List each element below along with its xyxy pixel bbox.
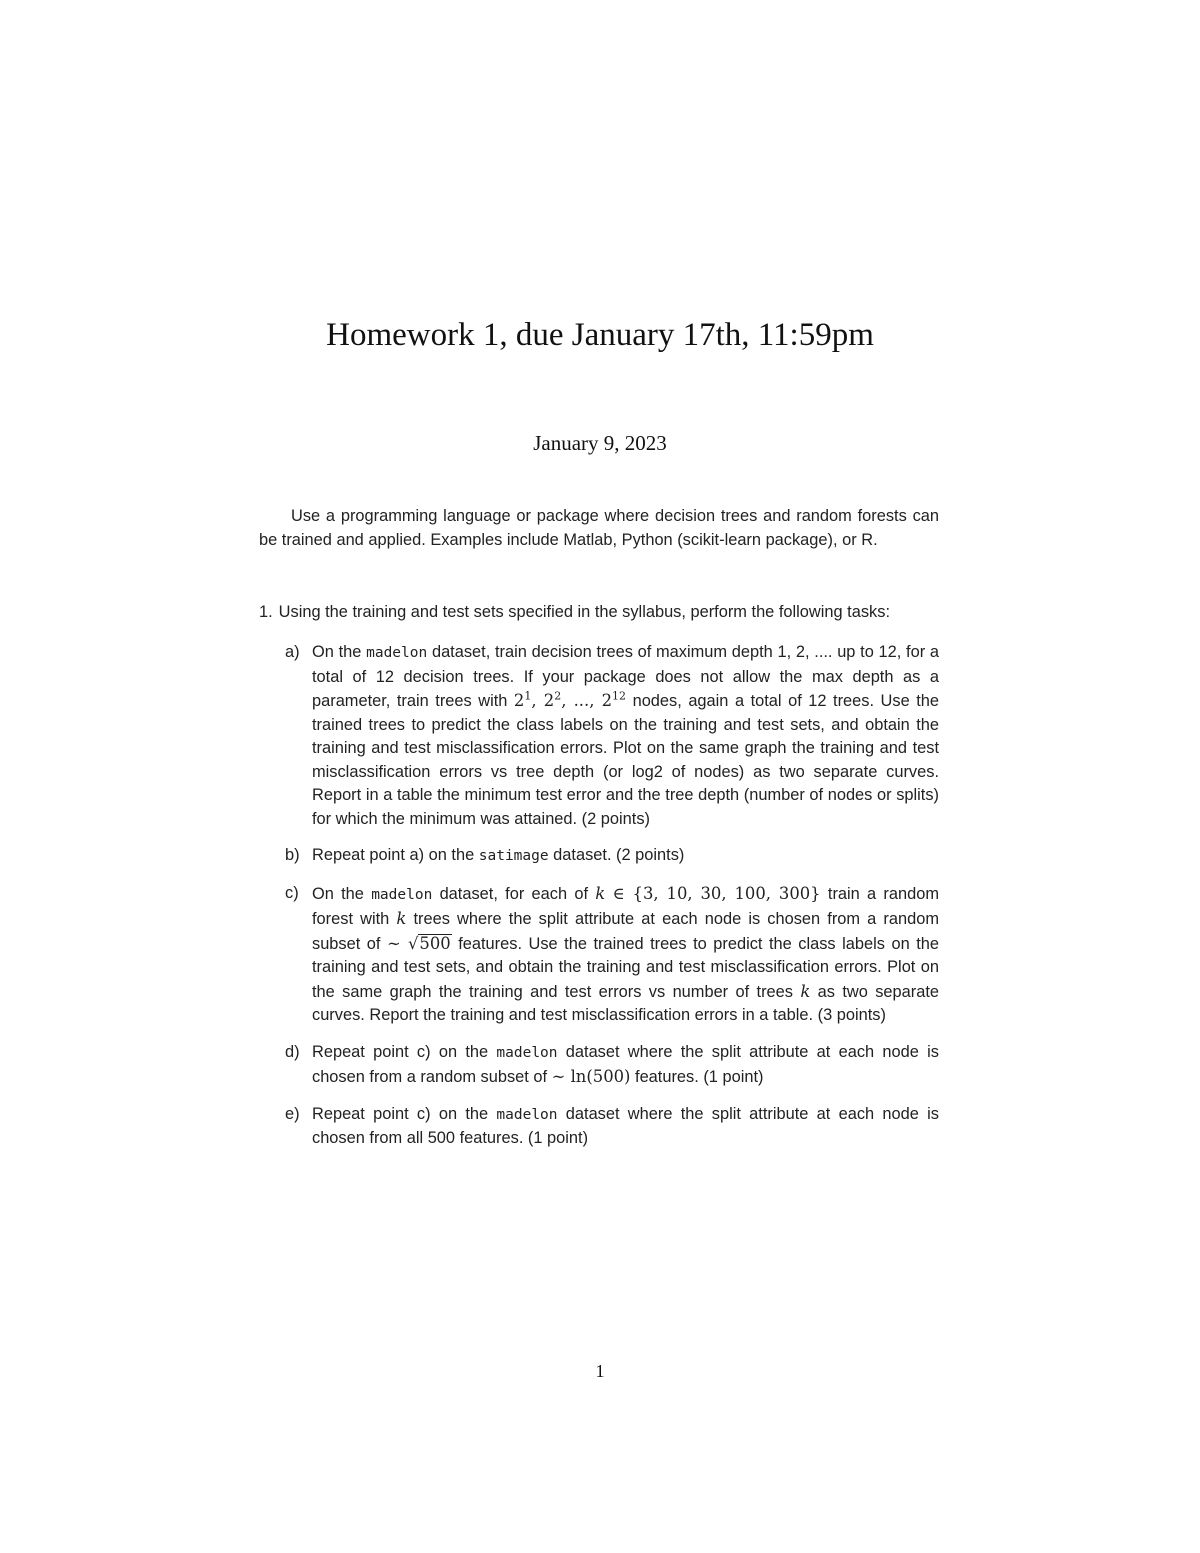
problem-1 (259, 601, 939, 625)
task-label: e) (285, 1104, 300, 1123)
task-text-part: features. Use the trained trees to predict the class labels on the training and test sets, and obtain the training and test misclassification errors. Plot on the same graph the training and test errors vs number of trees (312, 934, 940, 1001)
task-text-part: dataset, for each of (439, 884, 589, 903)
task-a (285, 641, 939, 831)
task-text-part: as two separate curves. Report the training and test misclassification errors in a table. (3 points) (312, 982, 940, 1024)
task-label: a) (285, 643, 300, 661)
page-number: 1 (595, 1361, 605, 1381)
task-text (312, 641, 939, 831)
task-text-part: nodes, again a total of 12 trees. Use the trained trees to predict the class labels on the training and test sets, and obtain the training and test misclassification errors. Plot on the same graph the training and test misclassification errors vs tree depth (or log2 of nodes) as two separate curves. Report in a table the minimum test error and the tree depth (number of nodes or splits) for which the minimum was attained. (2 points) (312, 692, 939, 828)
task-text-part: dataset. (2 points) (553, 846, 685, 864)
task-b (285, 844, 939, 869)
task-text-part: Repeat point c) on the (312, 1042, 489, 1061)
task-text-part: train a random forest with (312, 884, 939, 928)
task-text-part: dataset, train decision trees of maximum depth 1, 2, .... up to 12, for a total of 12 decision trees. If your package does not allow the max depth as a parameter, train trees with (312, 643, 940, 710)
dataset-name: madelon (496, 1106, 558, 1123)
math-set: ∈ {3, 10, 30, 100, 300} (612, 883, 821, 903)
task-text-part: Repeat point a) on the (312, 846, 475, 864)
task-label: c) (285, 883, 299, 902)
math-variable-k: k (595, 883, 606, 903)
task-text-part: On the (312, 643, 362, 661)
dataset-name: madelon (496, 1044, 558, 1061)
task-d (285, 1041, 939, 1090)
task-text-part: features. (1 point) (635, 1068, 764, 1086)
task-text-part: dataset where the split attribute at each node is chosen from all 500 features. (1 point) (312, 1104, 939, 1147)
math-ln-expression: ∼ ln(500) (551, 1067, 631, 1086)
task-text-part: dataset where the split attribute at each node is chosen from a random subset of (312, 1042, 939, 1086)
document-title: Homework 1, due January 17th, 11:59pm (326, 317, 874, 353)
subtask-list (285, 641, 939, 1164)
task-text (312, 1103, 939, 1151)
problem-number: 1. (259, 603, 273, 621)
task-text-part: On the (312, 884, 364, 903)
problem-header (259, 601, 939, 625)
problem-statement: Using the training and test sets specified in the syllabus, perform the following tasks: (278, 603, 890, 621)
task-text (312, 844, 939, 869)
power-expression: $2^1$, $2^2$, ..., $2^{12}$ (513, 689, 627, 710)
task-text (312, 882, 939, 1028)
math-variable-k: k (396, 909, 407, 928)
dataset-name: satimage (478, 848, 549, 864)
task-text (312, 1041, 939, 1090)
dataset-name: madelon (366, 645, 428, 661)
task-c (285, 882, 939, 1028)
dataset-name: madelon (371, 886, 433, 903)
task-e (285, 1103, 939, 1151)
task-label: d) (285, 1042, 300, 1061)
task-text-part: trees where the split attribute at each node is chosen from a random subset of (312, 910, 939, 953)
math-sqrt-expression: ∼ √500 (387, 933, 451, 953)
task-text-part: Repeat point c) on the (312, 1104, 489, 1123)
task-label: b) (285, 846, 300, 864)
document-date: January 9, 2023 (533, 431, 667, 455)
intro-paragraph: Use a programming language or package where decision trees and random forests can be trained and applied. Examples include Matlab, Python (scikit-learn package), or R. (259, 507, 939, 549)
math-variable-k: k (800, 981, 811, 1001)
